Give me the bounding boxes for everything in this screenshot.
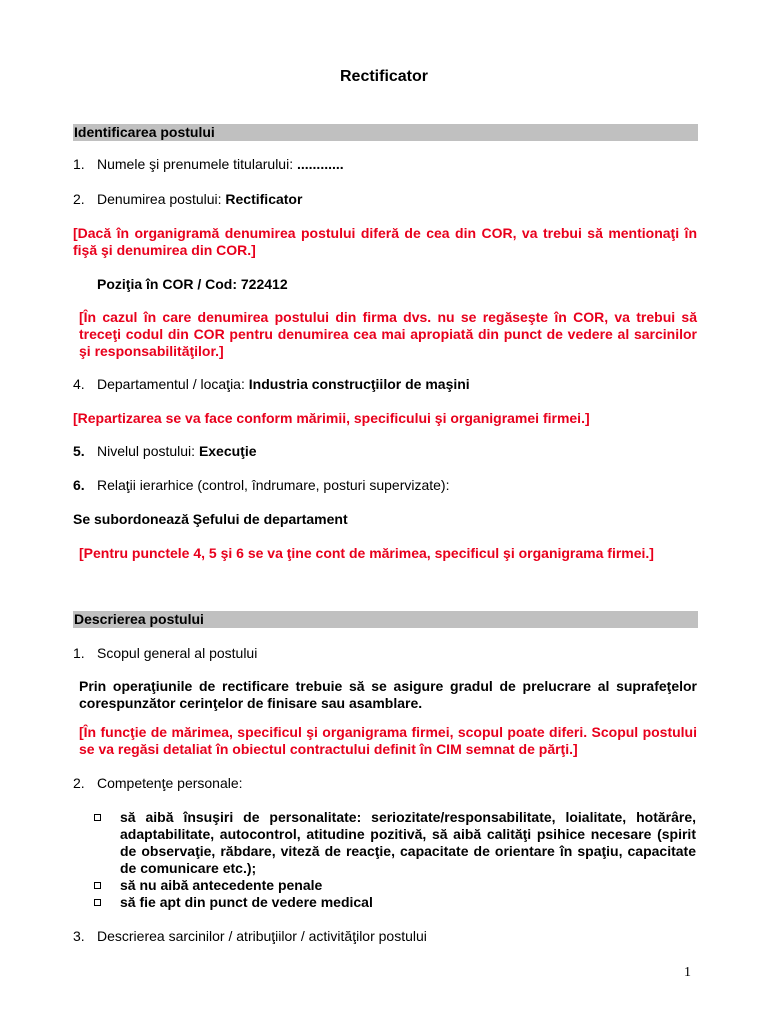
item-1-scop	[73, 645, 697, 662]
item-number: 3.	[73, 928, 85, 944]
item-number: 1.	[73, 156, 85, 172]
bullet-text: să aibă însuşiri de personalitate: seriozitate/responsabilitate, loialitate, hotărâre, adaptabilitate, autocontrol, atitudine pozitivă, să aibă calităţi psihice necesare (spirit de observaţie, răbdare, viteză de reacţie, capacitate de orientare în spaţiu, capacitate de comunicare etc.);	[120, 809, 696, 876]
item-number: 1.	[73, 645, 85, 661]
item-number: 5.	[73, 443, 85, 459]
subordination-text: Se subordonează Şefului de departament	[73, 511, 348, 527]
bullet-text: să nu aibă antecedente penale	[120, 877, 323, 893]
cor-code: Poziţia în COR / Cod: 722412	[97, 276, 288, 292]
scope-text: Prin operaţiunile de rectificare trebuie să se asigure gradul de prelucrare al suprafeţelor corespunzător cerinţelor de finisare sau asamblare.	[79, 678, 697, 711]
section-heading-identificare: Identificarea postului	[73, 124, 698, 141]
item-2-competente	[73, 775, 697, 792]
item-number: 6.	[73, 477, 85, 493]
bullet-text: să fie apt din punct de vedere medical	[120, 894, 373, 910]
item-label: Numele şi prenumele titularului:	[97, 156, 297, 172]
item-value: Execuţie	[198, 443, 257, 459]
item-value: Rectificator	[225, 191, 303, 207]
note-cor-denumire: [Dacă în organigramă denumirea postului diferă de cea din COR, va trebui să mentionaţi în fişă şi denumirea din COR.]	[73, 225, 697, 258]
document-title: Rectificator	[339, 68, 429, 85]
page-number: 1	[684, 965, 691, 980]
square-bullet-icon	[94, 814, 101, 821]
item-6-relatii	[73, 477, 697, 494]
item-2-denumire	[73, 191, 697, 208]
item-label: Competenţe personale:	[97, 775, 243, 791]
item-value: Industria construcţiilor de maşini	[248, 376, 470, 392]
item-number: 2.	[73, 191, 85, 207]
item-4-departament	[73, 376, 697, 393]
note-repartizare: [Repartizarea se va face conform mărimii, specificului şi organigramei firmei.]	[73, 410, 590, 426]
square-bullet-icon	[94, 882, 101, 889]
item-3-sarcini	[73, 928, 697, 945]
item-5-nivel	[73, 443, 697, 460]
item-1-titular	[73, 156, 697, 173]
item-label: Descrierea sarcinilor / atribuţiilor / activităţilor postului	[97, 928, 427, 944]
section-heading-descriere: Descrierea postului	[73, 611, 698, 628]
item-label: Nivelul postului:	[97, 443, 199, 459]
item-label: Departamentul / locaţia:	[97, 376, 249, 392]
note-scope: [În funcţie de mărimea, specificul şi organigrama firmei, scopul poate diferi. Scopul postului se va regăsi detaliat în obiectul contractului definit în CIM semnat de părţi.]	[79, 724, 697, 757]
item-value: ............	[296, 156, 344, 172]
note-cor-missing: [În cazul în care denumirea postului din firma dvs. nu se regăseşte în COR, va trebui să treceţi codul din COR pentru denumirea cea mai apropiată din punct de vedere al sarcinilor şi responsabilităţilor.]	[79, 309, 697, 359]
square-bullet-icon	[94, 899, 101, 906]
item-label: Scopul general al postului	[97, 645, 258, 661]
item-label: Denumirea postului:	[97, 191, 226, 207]
note-punctele-456: [Pentru punctele 4, 5 şi 6 se va ţine cont de mărimea, specificul şi organigrama firmei.]	[79, 545, 654, 561]
item-number: 2.	[73, 775, 85, 791]
item-label: Relaţii ierarhice (control, îndrumare, posturi supervizate):	[97, 477, 450, 493]
item-number: 4.	[73, 376, 85, 392]
